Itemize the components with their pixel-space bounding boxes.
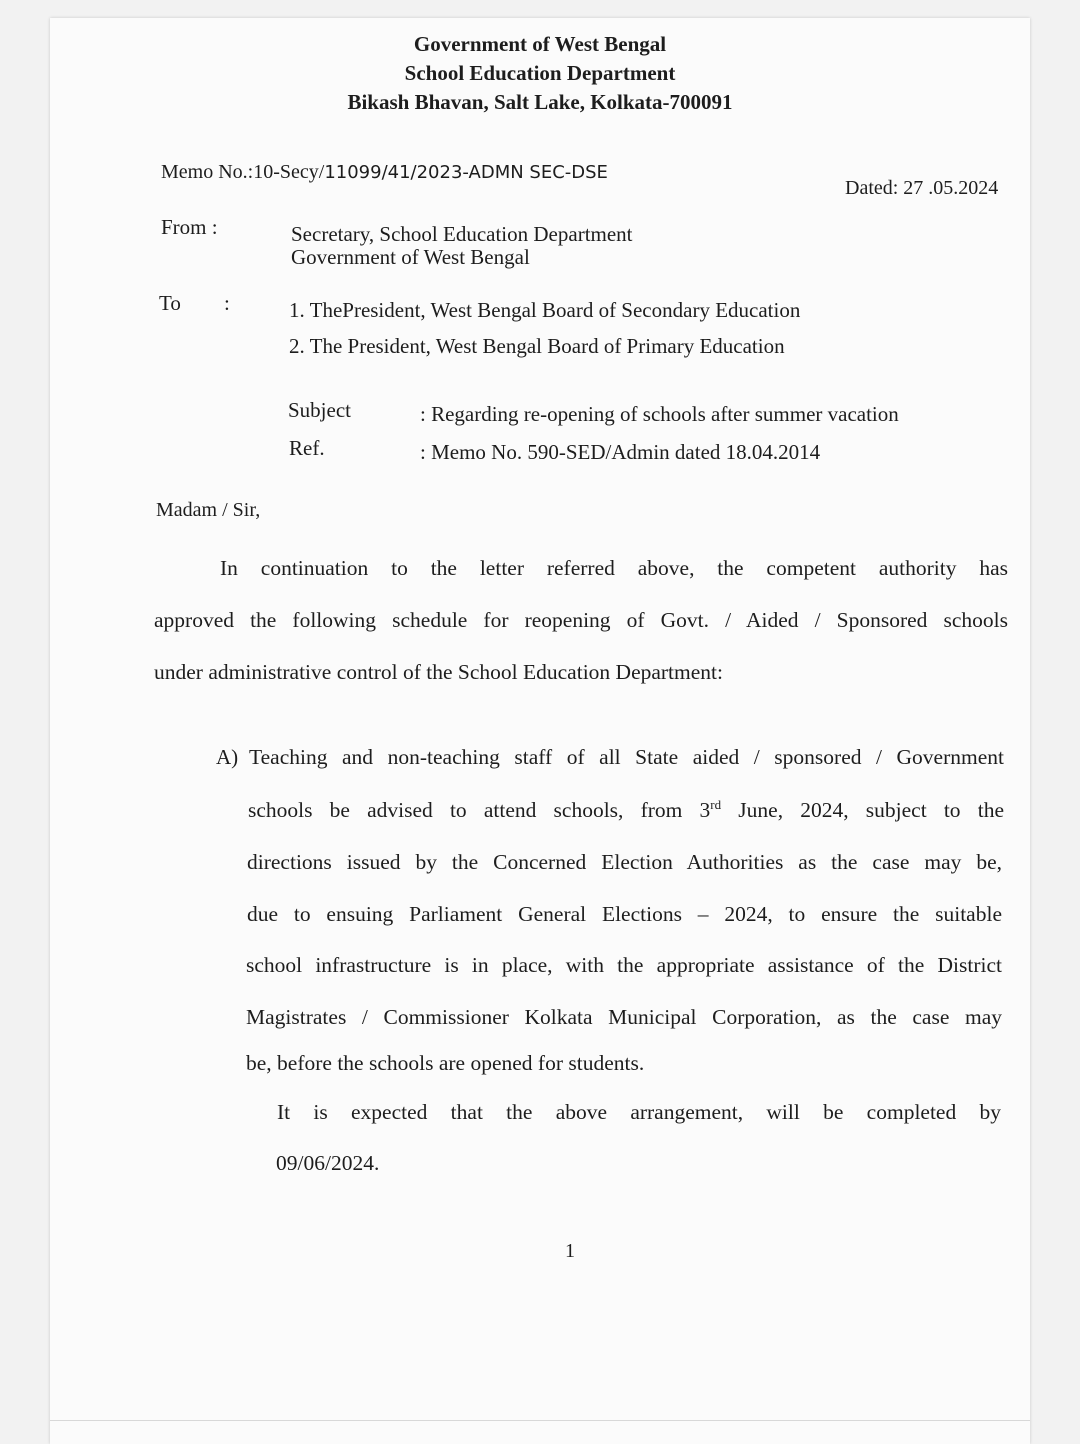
document-page [50,18,1030,1444]
item-a-line-7: be, before the schools are opened for students. [246,1051,645,1075]
item-a-line-2-end: June, 2024, subject to the [721,798,1004,822]
expectation-line-1: It is expected that the above arrangement, will be completed by [277,1100,1001,1124]
item-a-line-2 [248,798,1004,823]
memo-number-prefix: Memo No.:10-Secy/ [161,161,325,183]
recipient-2: 2. The President, West Bengal Board of Primary Education [289,334,785,358]
item-a-line-4: due to ensuing Parliament General Elections – 2024, to ensure the suitable [247,902,1002,926]
item-a-line-6: Magistrates / Commissioner Kolkata Municipal Corporation, as the case may [246,1005,1002,1029]
to-label: To [159,291,181,315]
expectation-line-2: 09/06/2024. [276,1151,380,1175]
item-a-line-3: directions issued by the Concerned Election Authorities as the case may be, [247,850,1002,874]
ref-text: : Memo No. 590-SED/Admin dated 18.04.2014 [420,440,821,464]
header-department: School Education Department [404,61,676,85]
salutation: Madam / Sir, [156,499,261,521]
header-government: Government of West Bengal [413,32,667,56]
header-address: Bikash Bhavan, Salt Lake, Kolkata-700091 [347,90,733,114]
page-number: 1 [565,1240,575,1262]
item-a-line-5: school infrastructure is in place, with the appropriate assistance of the District [246,953,1002,977]
item-a-line-2-start: schools be advised to attend schools, from 3 [248,798,711,822]
ordinal-superscript: rd [710,796,722,812]
subject-text: : Regarding re-opening of schools after summer vacation [420,402,899,426]
to-colon: : [224,291,230,315]
intro-line-3: under administrative control of the School Education Department: [154,660,723,684]
ref-label: Ref. [289,436,325,460]
item-a-marker: A) [216,745,239,769]
item-a-line-1: Teaching and non-teaching staff of all State aided / sponsored / Government [249,745,1004,769]
subject-label: Subject [288,398,351,422]
memo-number-rest: 11099/41/2023-ADMN SEC-DSE [324,162,608,183]
intro-line-1: In continuation to the letter referred above, the competent authority has [220,556,1008,580]
from-line-2: Government of West Bengal [291,245,530,269]
from-line-1: Secretary, School Education Department [291,222,633,246]
recipient-1: 1. ThePresident, West Bengal Board of Secondary Education [289,298,801,322]
memo-date: Dated: 27 .05.2024 [845,177,999,199]
bottom-divider [50,1420,1030,1421]
from-label: From : [161,215,218,239]
memo-number [161,161,608,184]
intro-line-2: approved the following schedule for reopening of Govt. / Aided / Sponsored schools [154,608,1008,632]
